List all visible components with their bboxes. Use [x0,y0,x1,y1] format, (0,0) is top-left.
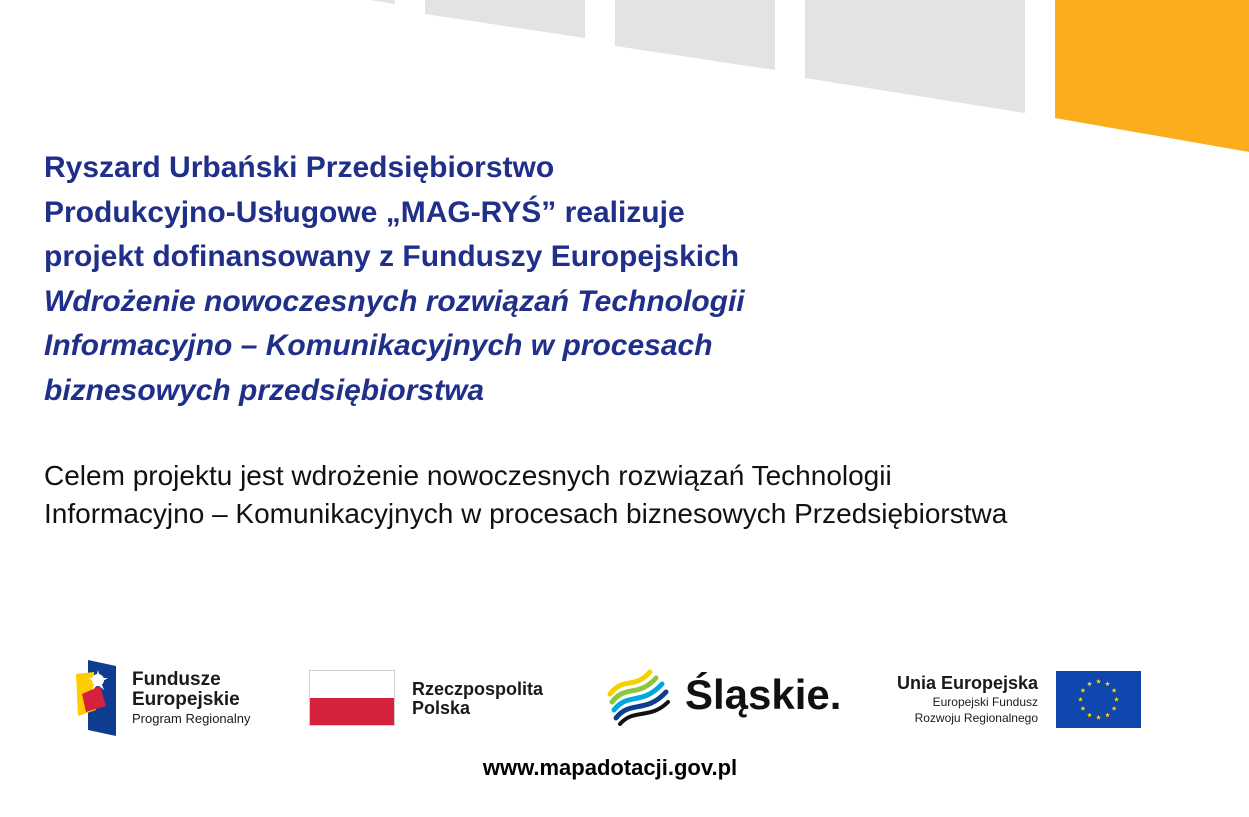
logo-subtext: Program Regionalny [132,711,251,726]
header-decoration [0,0,1249,160]
logo-subtext: Rozwoju Regionalnego [914,711,1038,725]
logo-text: Unia Europejska [896,673,1038,693]
decor-grey-bar-4 [805,0,1025,113]
project-title-line: Wdrożenie nowoczesnych rozwiązań Technologii [44,284,745,318]
project-title-line: Informacyjno – Komunikacyjnych w procesach [44,329,713,362]
footer-url: www.mapadotacji.gov.pl [482,755,738,780]
slaskie-name: Śląskie. [685,671,842,718]
unia-europejska-logo [886,670,1146,732]
polish-flag-icon [309,670,395,726]
headline-line: Ryszard Urbański Przedsiębiorstwo [44,151,555,184]
logo-subtext: Europejski Fundusz [932,695,1038,709]
decor-grey-bar-3 [615,0,775,70]
logo-text: Polska [412,698,471,718]
decor-grey-bar-1 [370,0,395,4]
logo-text: Europejskie [132,689,240,710]
fundusze-europejskie-logo [76,660,276,736]
goal-line: Informacyjno – Komunikacyjnych w procesach biznesowych Przedsiębiorstwa [44,498,1008,529]
fundusze-europejskie-icon [76,660,120,736]
goal-line: Celem projektu jest wdrożenie nowoczesnych rozwiązań Technologii [44,460,892,491]
project-title-line: biznesowych przedsiębiorstwa [44,373,485,407]
project-headline [44,146,924,413]
slaskie-waves-icon [606,668,670,726]
slaskie-logo [606,666,846,730]
headline-line: projekt dofinansowany z Funduszy Europejskich [44,240,740,273]
logo-text: Rzeczpospolita [412,679,544,699]
logo-text: Fundusze [132,669,221,690]
decor-orange-bar [1055,0,1249,152]
headline-line: Produkcyjno-Usługowe „MAG-RYŚ” realizuje [44,195,685,229]
project-goal [44,457,1194,533]
rzeczpospolita-polska-logo [309,668,569,730]
decor-grey-bar-2 [425,0,585,38]
eu-flag-icon [1056,671,1141,728]
